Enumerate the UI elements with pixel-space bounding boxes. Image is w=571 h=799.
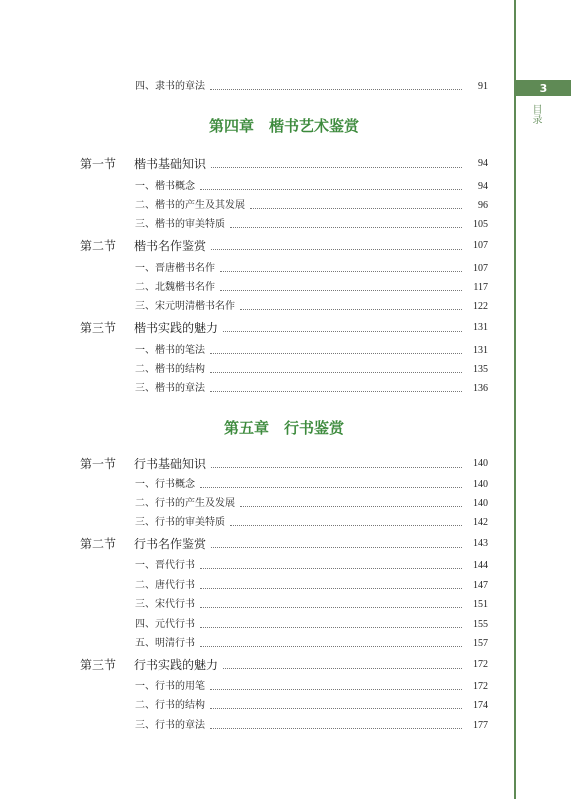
subsection-title: 一、楷书概念 [135, 181, 195, 192]
toc-section-row[interactable] [80, 652, 488, 672]
toc-subsection-row[interactable] [135, 73, 488, 93]
toc-subsection-row[interactable] [135, 274, 488, 294]
toc-subsection-row[interactable] [135, 552, 488, 572]
subsection-title: 五、明清行书 [135, 638, 195, 649]
toc-subsection-row[interactable] [135, 712, 488, 732]
dot-leader [240, 309, 462, 310]
toc-subsection-row[interactable] [135, 471, 488, 491]
page-number: 94 [478, 158, 488, 169]
chapter-heading: 第五章 行书鉴赏 [223, 419, 344, 437]
toc-section-row[interactable] [80, 233, 488, 253]
subsection-title: 二、唐代行书 [135, 580, 195, 591]
page-number: 144 [473, 560, 488, 571]
subsection-title: 一、楷书的笔法 [135, 345, 205, 356]
section-title: 行书基础知识 [134, 457, 207, 471]
toc-subsection-row[interactable] [135, 173, 488, 193]
dot-leader [200, 588, 462, 589]
page-number: 117 [473, 282, 488, 293]
subsection-title: 二、楷书的产生及其发展 [135, 200, 245, 211]
toc-subsection-row[interactable] [135, 337, 488, 357]
page-number-tab: 3 [516, 80, 571, 96]
toc-section-row[interactable] [80, 451, 488, 471]
toc-section-row[interactable] [80, 151, 488, 171]
section-title: 楷书实践的魅力 [134, 321, 219, 335]
subsection-title: 一、晋唐楷书名作 [135, 263, 215, 274]
subsection-title: 三、行书的章法 [135, 720, 205, 731]
dot-leader [200, 568, 462, 569]
toc-subsection-row[interactable] [135, 611, 488, 631]
dot-leader [211, 167, 462, 168]
subsection-title: 四、元代行书 [135, 619, 195, 630]
toc-subsection-row[interactable] [135, 630, 488, 650]
dot-leader [200, 189, 462, 190]
dot-leader [211, 249, 462, 250]
dot-leader [223, 331, 462, 332]
dot-leader [211, 467, 462, 468]
page-number: 174 [473, 700, 488, 711]
dot-leader [210, 708, 462, 709]
page-number: 151 [473, 599, 488, 610]
toc-subsection-row[interactable] [135, 692, 488, 712]
section-side-title: 目录 [530, 104, 541, 124]
toc-subsection-row[interactable] [135, 591, 488, 611]
page-number: 177 [473, 720, 488, 731]
toc-subsection-row[interactable] [135, 572, 488, 592]
section-number: 第二节 [80, 239, 117, 253]
page-number: 94 [478, 181, 488, 192]
page-number: 131 [473, 345, 488, 356]
section-number: 第一节 [80, 157, 117, 171]
subsection-title: 三、宋代行书 [135, 599, 195, 610]
section-number: 第二节 [80, 537, 117, 551]
page-number: 140 [473, 458, 488, 469]
page-number: 172 [473, 659, 488, 670]
subsection-title: 三、楷书的审美特质 [135, 219, 225, 230]
toc-subsection-row[interactable] [135, 375, 488, 395]
page-number: 157 [473, 638, 488, 649]
page-number: 142 [473, 517, 488, 528]
page-number: 140 [473, 498, 488, 509]
dot-leader [200, 607, 462, 608]
page-number: 107 [473, 263, 488, 274]
subsection-title: 三、楷书的章法 [135, 383, 205, 394]
dot-leader [200, 627, 462, 628]
dot-leader [200, 487, 462, 488]
page-number: 122 [473, 301, 488, 312]
subsection-title: 二、楷书的结构 [135, 364, 205, 375]
dot-leader [200, 646, 462, 647]
dot-leader [230, 227, 462, 228]
dot-leader [210, 391, 462, 392]
dot-leader [211, 547, 462, 548]
toc-subsection-row[interactable] [135, 509, 488, 529]
dot-leader [240, 506, 462, 507]
page-number: 105 [473, 219, 488, 230]
toc-section-row[interactable] [80, 531, 488, 551]
toc-section-row[interactable] [80, 315, 488, 335]
page-number: 131 [473, 322, 488, 333]
page-number: 140 [473, 479, 488, 490]
page-number: 155 [473, 619, 488, 630]
subsection-title: 二、北魏楷书名作 [135, 282, 215, 293]
subsection-title: 三、宋元明清楷书名作 [135, 301, 235, 312]
page-number: 135 [473, 364, 488, 375]
subsection-title: 三、行书的审美特质 [135, 517, 225, 528]
toc-subsection-row[interactable] [135, 192, 488, 212]
page-number: 172 [473, 681, 488, 692]
section-number: 第一节 [80, 457, 117, 471]
subsection-title: 四、隶书的章法 [135, 81, 205, 92]
toc-subsection-row[interactable] [135, 673, 488, 693]
dot-leader [210, 353, 462, 354]
subsection-title: 一、行书概念 [135, 479, 195, 490]
section-title: 行书实践的魅力 [134, 658, 219, 672]
page-number: 136 [473, 383, 488, 394]
toc-subsection-row[interactable] [135, 211, 488, 231]
dot-leader [210, 89, 462, 90]
toc-subsection-row[interactable] [135, 255, 488, 275]
dot-leader [210, 689, 462, 690]
dot-leader [210, 728, 462, 729]
subsection-title: 一、晋代行书 [135, 560, 195, 571]
subsection-title: 二、行书的结构 [135, 700, 205, 711]
subsection-title: 一、行书的用笔 [135, 681, 205, 692]
dot-leader [250, 208, 462, 209]
section-title: 行书名作鉴赏 [134, 537, 207, 551]
toc-subsection-row[interactable] [135, 356, 488, 376]
sidebar-rule [514, 0, 516, 799]
dot-leader [220, 271, 462, 272]
section-number: 第三节 [80, 658, 117, 672]
section-title: 楷书基础知识 [134, 157, 207, 171]
subsection-title: 二、行书的产生及发展 [135, 498, 235, 509]
page-number: 147 [473, 580, 488, 591]
toc-subsection-row[interactable] [135, 293, 488, 313]
dot-leader [223, 668, 462, 669]
section-title: 楷书名作鉴赏 [134, 239, 207, 253]
section-number: 第三节 [80, 321, 117, 335]
page-number: 107 [473, 240, 488, 251]
page-number: 96 [478, 200, 488, 211]
toc-subsection-row[interactable] [135, 490, 488, 510]
chapter-heading: 第四章 楷书艺术鉴赏 [208, 117, 359, 135]
dot-leader [210, 372, 462, 373]
page-number: 143 [473, 538, 488, 549]
page-number: 91 [478, 81, 488, 92]
dot-leader [230, 525, 462, 526]
dot-leader [220, 290, 462, 291]
